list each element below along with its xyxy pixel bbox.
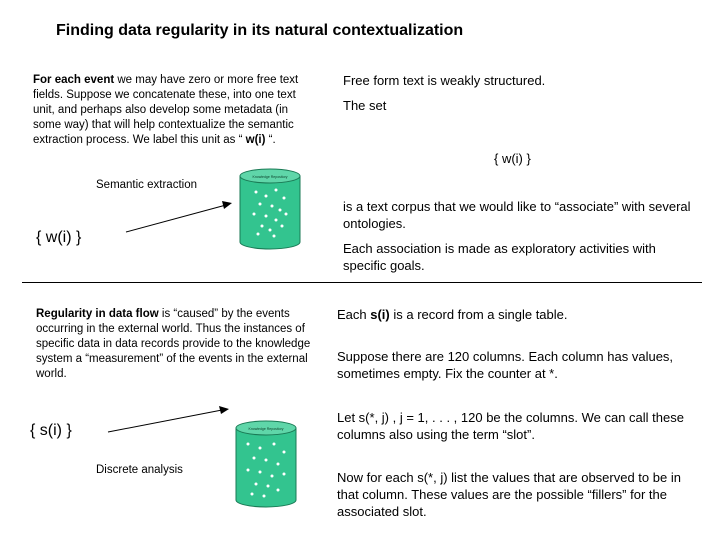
semantic-arrow bbox=[126, 205, 226, 232]
record-pre: Each bbox=[337, 307, 371, 322]
association-text: Each association is made as exploratory activities with specific goals. bbox=[343, 241, 656, 273]
record-post: is a record from a single table. bbox=[389, 307, 568, 322]
s-set-symbol: { s(i) } bbox=[30, 422, 72, 439]
event-bold: For each event bbox=[33, 74, 115, 86]
knowledge-repository-cylinder-bottom bbox=[234, 420, 298, 508]
w-set-symbol: { w(i) } bbox=[36, 229, 82, 246]
discrete-arrowhead bbox=[219, 406, 229, 414]
discrete-arrow bbox=[108, 410, 222, 432]
record-text bbox=[337, 306, 697, 323]
section-divider bbox=[22, 282, 702, 283]
columns-text: Suppose there are 120 columns. Each column has values, sometimes empty. Fix the counter at *. bbox=[337, 349, 674, 381]
regularity-bold: Regularity in data flow bbox=[36, 308, 159, 320]
corpus-text: is a text corpus that we would like to “associate” with several ontologies. bbox=[343, 199, 691, 231]
semantic-extraction-label: Semantic extraction bbox=[96, 179, 197, 191]
event-text: we may have zero or more free text fields. Suppose we concatenate these, into one text unit, and perhaps also develop some metadata (in some way) that will help contextualize the semantic extraction process. We label this unit as “ bbox=[33, 74, 299, 146]
page-title: Finding data regularity in its natural contextualization bbox=[56, 22, 464, 39]
fillers-text: Now for each s(*, j) list the values that are observed to be in that column. These values are the possible “fillers” for the associated slot. bbox=[337, 470, 681, 519]
slot-text: Let s(*, j) , j = 1, . . . , 120 be the columns. We can call these columns also using the term “slot”. bbox=[337, 410, 684, 442]
cylinder-label-bottom: Knowledge Repository bbox=[248, 427, 284, 431]
semantic-arrowhead bbox=[222, 201, 232, 209]
the-set-text: The set bbox=[343, 98, 387, 113]
event-term: w(i) bbox=[245, 134, 266, 146]
discrete-analysis-label: Discrete analysis bbox=[96, 464, 183, 476]
cylinder-label: Knowledge Repository bbox=[252, 175, 288, 179]
event-end: “. bbox=[265, 134, 276, 146]
regularity-paragraph bbox=[36, 307, 321, 382]
w-set-corpus: { w(i) } bbox=[494, 151, 531, 166]
knowledge-repository-cylinder-top bbox=[238, 168, 302, 250]
regularity-text: is “caused” by the events occurring in the external world. Thus the instances of specific data in data records provide to the knowledge system a “measurement” of the events in the external world. bbox=[36, 308, 311, 380]
record-term: s(i) bbox=[370, 307, 390, 322]
weakly-structured-text: Free form text is weakly structured. bbox=[343, 73, 546, 88]
